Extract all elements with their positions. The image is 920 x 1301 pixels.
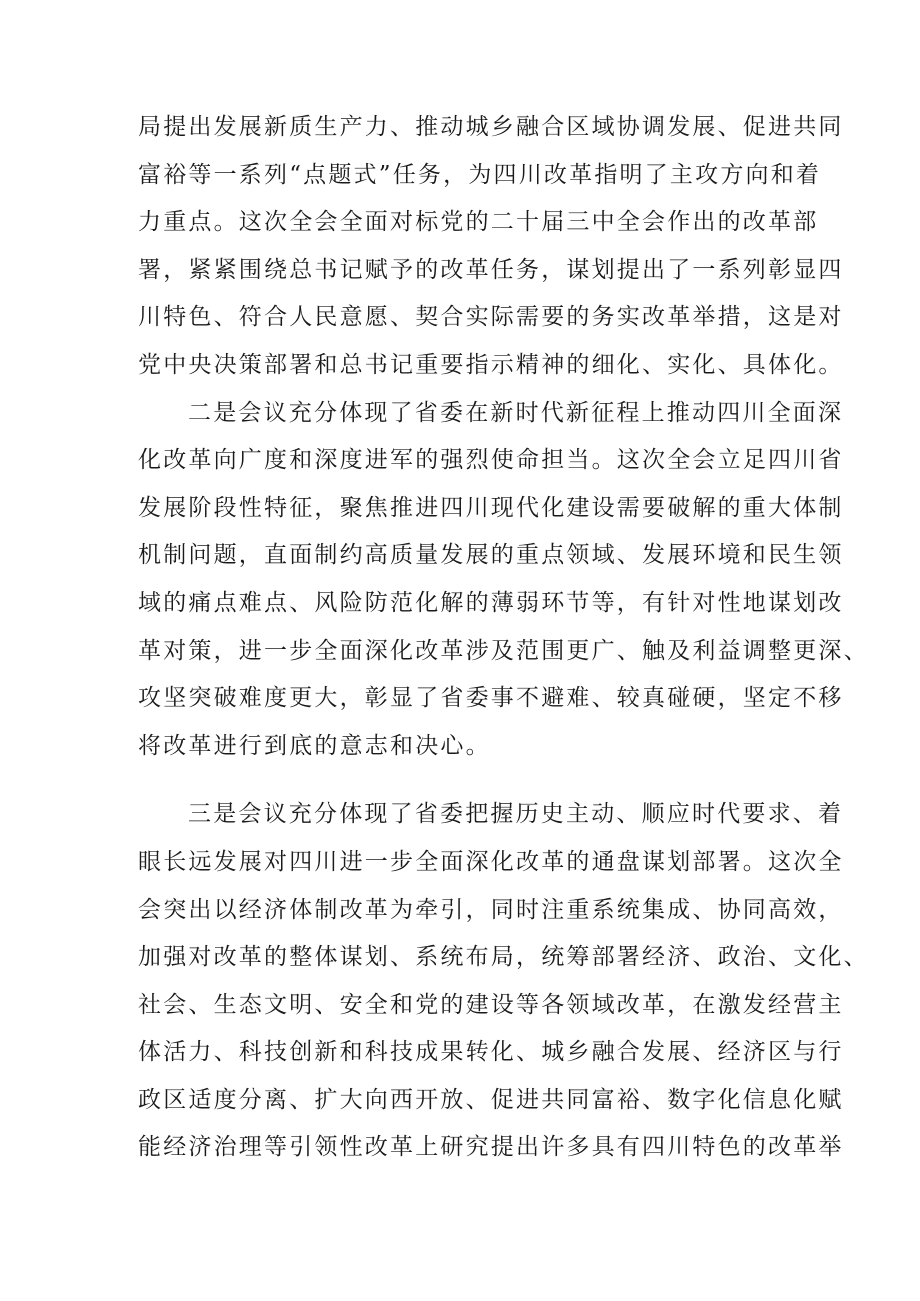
text-line: 加强对改革的整体谋划、系统布局，统筹部署经济、政治、文化、 <box>138 944 869 971</box>
text-line: 域的痛点难点、风险防范化解的薄弱环节等，有针对性地谋划改 <box>138 589 844 616</box>
text-line: 署，紧紧围绕总书记赋予的改革任务，谋划提出了一系列彰显四 <box>138 256 844 283</box>
text-line: 力重点。这次全会全面对标党的二十届三中全会作出的改革部 <box>138 209 819 236</box>
paragraph-3 <box>138 791 869 1172</box>
text-line: 二是会议充分体现了省委在新时代新征程上推动四川全面深 <box>188 399 844 426</box>
text-line: 党中央决策部署和总书记重要指示精神的细化、实化、具体化。 <box>138 351 844 378</box>
text-line: 革对策，进一步全面深化改革涉及范围更广、触及利益调整更深、 <box>138 637 869 664</box>
text-line: 川特色、符合人民意愿、契合实际需要的务实改革举措，这是对 <box>138 304 844 331</box>
text-line: 攻坚突破难度更大，彰显了省委事不避难、较真碰硬，坚定不移 <box>138 685 844 712</box>
text-line: 三是会议充分体现了省委把握历史主动、顺应时代要求、着 <box>188 801 844 828</box>
text-line: 能经济治理等引领性改革上研究提出许多具有四川特色的改革举 <box>138 1134 844 1161</box>
paragraph-spacer <box>138 770 808 791</box>
document-body <box>138 104 869 1172</box>
text-line: 眼长远发展对四川进一步全面深化改革的通盘谋划部署。这次全 <box>138 848 844 875</box>
text-line: 体活力、科技创新和科技成果转化、城乡融合发展、经济区与行 <box>138 1039 844 1066</box>
paragraph-1 <box>138 104 844 390</box>
text-line: 机制问题，直面制约高质量发展的重点领域、发展环境和民生领 <box>138 542 844 569</box>
text-line: 政区适度分离、扩大向西开放、促进共同富裕、数字化信息化赋 <box>138 1086 844 1113</box>
text-line: 会突出以经济体制改革为牵引，同时注重系统集成、协同高效， <box>138 896 844 923</box>
paragraph-2 <box>138 390 869 771</box>
text-line: 社会、生态文明、安全和党的建设等各领域改革，在激发经营主 <box>138 991 844 1018</box>
text-line: 局提出发展新质生产力、推动城乡融合区域协调发展、促进共同 <box>138 114 844 140</box>
text-line: 化改革向广度和深度进军的强烈使命担当。这次全会立足四川省 <box>138 447 844 474</box>
text-line: 富裕等一系列“点题式”任务，为四川改革指明了主攻方向和着 <box>138 161 822 188</box>
text-line: 发展阶段性特征，聚焦推进四川现代化建设需要破解的重大体制 <box>138 494 844 521</box>
text-line: 将改革进行到底的意志和决心。 <box>138 732 491 759</box>
